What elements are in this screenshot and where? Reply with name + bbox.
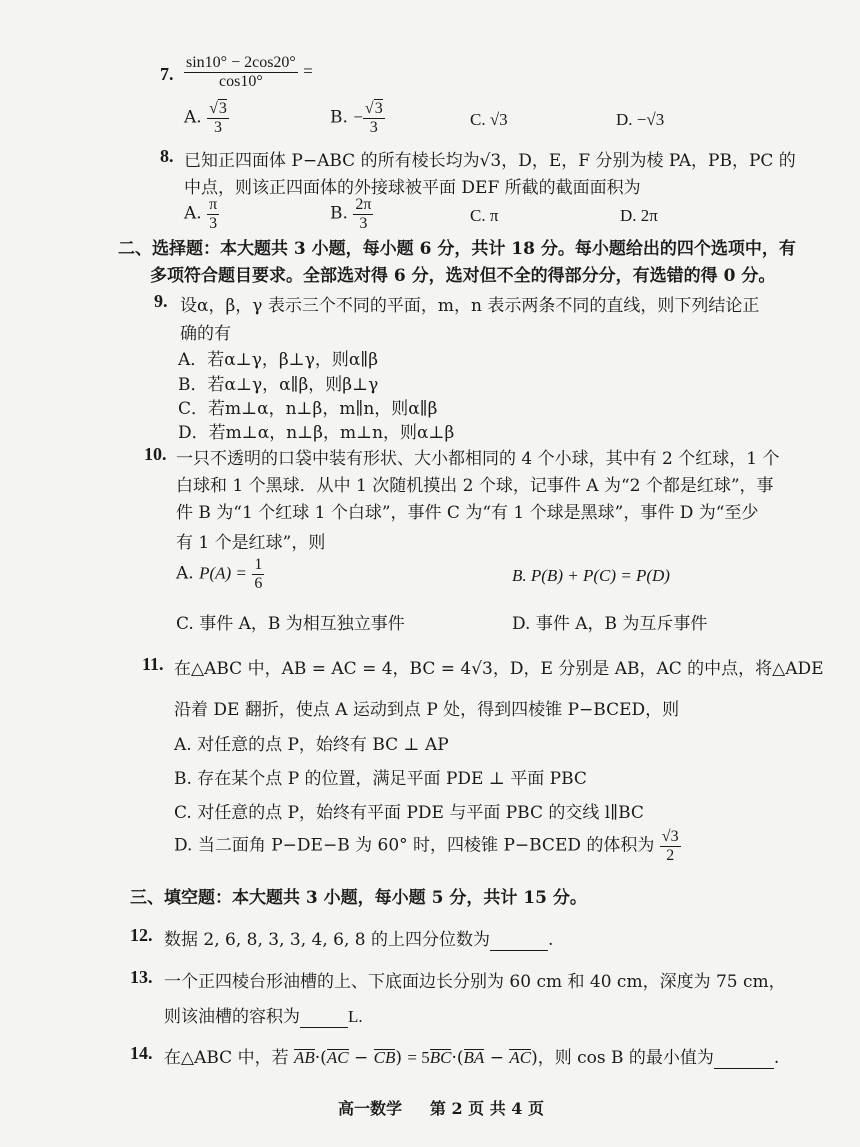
q9-option-c: C．若m⊥α，n⊥β，m∥n，则α∥β <box>178 399 438 419</box>
q11-line2: 沿着 DE 翻折，使点 A 运动到点 P 处，得到四棱锥 P−BCED，则 <box>174 700 680 720</box>
q11-option-a: A. 对任意的点 P，始终有 BC ⊥ AP <box>174 735 449 755</box>
q10-option-b: B. P(B) + P(C) = P(D) <box>512 566 670 585</box>
q12-text: 数据 2, 6, 8, 3, 3, 4, 6, 8 的上四分位数为 . <box>164 930 554 950</box>
q11-option-c: C. 对任意的点 P，始终有平面 PDE 与平面 PBC 的交线 l∥BC <box>174 803 644 823</box>
q10-line1: 一只不透明的口袋中装有形状、大小都相同的 4 个小球，其中有 2 个红球，1 个 <box>176 449 780 469</box>
q13-number: 13. <box>130 967 153 987</box>
footer <box>338 1096 544 1119</box>
q14-answer-blank[interactable] <box>714 1048 774 1069</box>
q11-option-b: B. 存在某个点 P 的位置，满足平面 PDE ⊥ 平面 PBC <box>174 769 587 789</box>
q11-option-d: D. 当二面角 P−DE−B 为 60° 时，四棱锥 P−BCED 的体积为 $\frac{√3}{2}$ <box>174 828 679 864</box>
q12-answer-blank[interactable] <box>490 930 548 951</box>
section2-heading: 二、选择题：本大题共 3 小题，每小题 6 分，共计 18 分。每小题给出的四个选项中，有 <box>118 239 796 259</box>
q13-line2: 则该油槽的容积为 L. <box>164 1007 363 1027</box>
footer-subject: 高一数学 <box>338 1099 403 1118</box>
q7-expression: $\frac{\sin 10^\circ - 2\cos 20^\circ}{\cos 10^\circ}$ = <box>186 54 313 90</box>
q14-text: 在△ABC 中，若 AB·(AC − CB) = 5BC·(BA − AC)，则 cos B 的最小值为 . <box>164 1048 780 1068</box>
q8-number: 8. <box>160 146 174 166</box>
q9-option-a: A．若α⊥γ，β⊥γ，则α∥β <box>178 350 379 370</box>
q10-option-c: C. 事件 A，B 为相互独立事件 <box>176 614 405 634</box>
footer-page: 第 2 页 共 4 页 <box>429 1099 544 1118</box>
q10-option-d: D. 事件 A，B 为互斥事件 <box>512 614 708 634</box>
q7-option-d: D. −√3 <box>616 110 665 129</box>
section3-heading: 三、填空题：本大题共 3 小题，每小题 5 分，共计 15 分。 <box>130 888 587 908</box>
q7-option-b: B. − $\frac{√3}{3}$ <box>330 100 383 136</box>
q12-number: 12. <box>130 925 153 945</box>
q11-number: 11. <box>142 654 164 674</box>
q13-answer-blank[interactable] <box>300 1007 348 1028</box>
q10-line3: 件 B 为“1 个红球 1 个白球”，事件 C 为“有 1 个球是黑球”，事件 D 为“至少 <box>176 503 759 523</box>
q8-line2: 中点，则该正四面体的外接球被平面 DEF 所截的截面面积为 <box>184 178 641 198</box>
q7-number: 7. <box>160 64 174 84</box>
q8-option-d: D. 2π <box>620 206 658 225</box>
q11-line1: 在△ABC 中，AB = AC = 4，BC = 4√3，D，E 分别是 AB，AC 的中点，将△ADE <box>174 659 824 679</box>
q9-option-d: D．若m⊥α，n⊥β，m⊥n，则α⊥β <box>178 423 455 443</box>
section2-heading-cont: 多项符合题目要求。全部选对得 6 分，选对但不全的得部分分，有选错的得 0 分。 <box>150 266 776 286</box>
q10-line2: 白球和 1 个黑球．从中 1 次随机摸出 2 个球，记事件 A 为“2 个都是红球”，事 <box>176 476 774 496</box>
q8-option-c: C. π <box>470 206 499 225</box>
q10-line4: 有 1 个是红球”，则 <box>176 533 326 553</box>
q8-option-a: A. $\frac{\pi}{3}$ <box>184 196 218 232</box>
q14-number: 14. <box>130 1043 153 1063</box>
q10-number: 10. <box>144 444 167 464</box>
q9-line1: 设α，β，γ 表示三个不同的平面，m，n 表示两条不同的直线，则下列结论正 <box>180 296 760 316</box>
q9-line2: 确的有 <box>180 324 231 344</box>
q7-option-a: A. $\frac{√3}{3}$ <box>184 100 227 136</box>
q7-option-c: C. √3 <box>470 110 508 129</box>
q13-line1: 一个正四棱台形油槽的上、下底面边长分别为 60 cm 和 40 cm，深度为 75 cm， <box>164 972 786 992</box>
q8-option-b: B. $\frac{2\pi}{3}$ <box>330 196 372 232</box>
q10-option-a: A. P(A) = $\frac{1}{6}$ <box>176 556 263 592</box>
q9-number: 9. <box>154 291 168 311</box>
q9-option-b: B．若α⊥γ，α∥β，则β⊥γ <box>178 375 379 395</box>
q8-line1: 已知正四面体 P−ABC 的所有棱长均为√3，D，E，F 分别为棱 PA，PB，PC 的 <box>184 151 796 171</box>
